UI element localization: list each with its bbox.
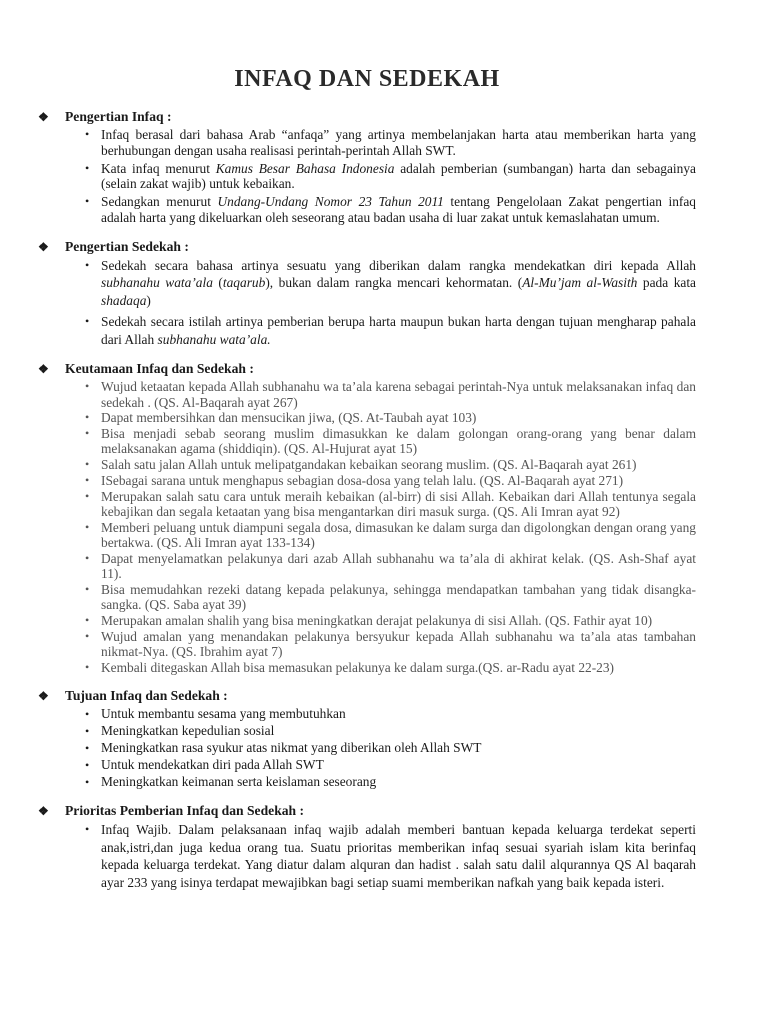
item-text: ), bukan dalam rangka mencari kehormatan. (: [265, 275, 523, 291]
bullet-list: [38, 127, 696, 226]
section-heading: [38, 109, 696, 125]
list-item: [101, 313, 696, 348]
item-text: (: [212, 275, 223, 291]
bullet-list: [38, 821, 696, 891]
section-heading: [38, 361, 696, 377]
diamond-bullet-icon: ❖: [38, 804, 49, 819]
section-prioritas: [38, 803, 696, 891]
list-item: • Dapat membersihkan dan mensucikan jiwa, (QS. At-Taubah ayat 103): [101, 410, 696, 425]
list-item: • Meningkatkan rasa syukur atas nikmat yang diberikan oleh Allah SWT: [101, 740, 696, 756]
bullet-list: [38, 257, 696, 349]
list-item: • Salah satu jalan Allah untuk melipatgandakan kebaikan seorang muslim. (QS. Al-Baqarah ayat 261): [101, 457, 696, 472]
section-heading-text: Pengertian Infaq :: [65, 109, 172, 124]
bullet-list: [38, 706, 696, 790]
list-item: [101, 194, 696, 226]
section-heading-text: Pengertian Sedekah :: [65, 238, 189, 254]
item-italic: taqarub: [222, 275, 266, 291]
list-item: [101, 127, 696, 159]
section-tujuan: [38, 688, 696, 790]
page-title: INFAQ DAN SEDEKAH: [234, 66, 500, 92]
item-italic: Al-Mu’jam al-Wasith: [522, 275, 638, 291]
section-heading-text: Tujuan Infaq dan Sedekah :: [65, 688, 228, 704]
list-item: • Dapat menyelamatkan pelakunya dari azab Allah subhanahu wa ta’ala di akhirat kelak. (QS. Ash-Shaf ayat 11).: [101, 551, 696, 582]
list-item: • Untuk mendekatkan diri pada Allah SWT: [101, 757, 696, 773]
section-heading-text: Prioritas Pemberian Infaq dan Sedekah :: [65, 803, 305, 819]
list-item: • Bisa memudahkan rezeki datang kepada pelakunya, sehingga mendapatkan tambahan yang tidak disangka-sangka. (QS. Saba ayat 39): [101, 582, 696, 613]
diamond-bullet-icon: ❖: [38, 239, 49, 254]
item-text: Infaq berasal dari bahasa Arab “anfaqa” yang artinya membelanjakan harta atau memberikan harta yang berhubungan dengan usaha realisasi perintah-perintah Allah SWT.: [101, 127, 696, 158]
diamond-bullet-icon: ❖: [38, 362, 49, 377]
item-italic: Kamus Besar Bahasa Indonesia: [215, 160, 395, 176]
diamond-bullet-icon: ❖: [38, 110, 49, 124]
list-item: • Merupakan amalan shalih yang bisa meningkatkan derajat pelakunya di sisi Allah. (QS. Fathir ayat 10): [101, 613, 696, 628]
list-item: • Infaq Wajib. Dalam pelaksanaan infaq wajib adalah memberi bantuan kepada keluarga terdekat seperti anak,istri,dan juga kedua orang tua. Suatu prioritas memberikan infaq sesuai syariah islam kita berinfaq kepada keluarga terdekat. Yang diatur dalam alquran dan hadist . salah satu dalil alqurannya QS Al baqarah ayar 233 yang isinya terdapat mewajibkan bagi setiap suami memberikan nafkah yang baik kepada isteri.: [101, 821, 696, 891]
list-item: • Meningkatkan kepedulian sosial: [101, 723, 696, 739]
list-item: • Meningkatkan keimanan serta keislaman seseorang: [101, 774, 696, 790]
list-item: [101, 161, 696, 193]
item-text: Sedangkan menurut: [101, 194, 218, 210]
section-pengertian-sedekah: [38, 239, 696, 349]
list-item: • Memberi peluang untuk diampuni segala dosa, dimasukan ke dalam surga dan digolongkan dengan orang yang bertakwa. (QS. Ali Imran ayat 133-134): [101, 520, 696, 551]
item-text: tentang Pengelolaan Zakat pengertian infaq adalah harta yang dikeluarkan oleh seseorang atau badan usaha di luar zakat untuk kemaslahatan umum.: [101, 194, 696, 225]
section-pengertian-infaq: [38, 109, 696, 226]
item-text: Kata infaq menurut: [101, 160, 216, 176]
item-text: adalah pemberian (sumbangan) harta dan sebagainya (selain zakat wajib) untuk kebaikan.: [101, 160, 696, 192]
list-item: • Wujud amalan yang menandakan pelakunya bersyukur kepada Allah subhanahu wa ta’ala atas tambahan nikmat-Nya. (QS. Ibrahim ayat 7): [101, 629, 696, 660]
diamond-bullet-icon: ❖: [38, 689, 49, 704]
item-text: Sedekah secara bahasa artinya sesuatu yang diberikan dalam rangka mendekatkan diri kepada Allah: [101, 257, 696, 273]
item-text: Sedekah secara istilah artinya pemberian berupa harta maupun bukan harta dengan tujuan mengharap pahala dari Allah: [101, 314, 696, 347]
section-heading: [38, 239, 696, 255]
list-item: [101, 257, 696, 310]
item-italic: subhanahu wata’ala: [101, 275, 213, 291]
item-text: ): [146, 292, 151, 308]
list-item: • ISebagai sarana untuk menghapus sebagian dosa-dosa yang telah lalu. (QS. Al-Baqarah ayat 271): [101, 473, 696, 488]
bullet-list: [38, 379, 696, 675]
list-item: • Kembali ditegaskan Allah bisa memasukan pelakunya ke dalam surga.(QS. ar-Radu ayat 22-23): [101, 660, 696, 675]
item-italic: Undang-Undang Nomor 23 Tahun 2011: [217, 194, 444, 210]
section-heading: [38, 803, 696, 819]
section-keutamaan: [38, 361, 696, 675]
item-italic: subhanahu wata’ala.: [157, 331, 271, 347]
list-item: • Wujud ketaatan kepada Allah subhanahu wa ta’ala karena sebagai perintah-Nya untuk melaksanakan infaq dan sedekah . (QS. Al-Baqarah ayat 267): [101, 379, 696, 410]
section-heading: [38, 688, 696, 704]
section-heading-text: Keutamaan Infaq dan Sedekah :: [65, 361, 254, 377]
list-item: • Untuk membantu sesama yang membutuhkan: [101, 706, 696, 722]
item-italic: shadaqa: [101, 292, 147, 308]
item-text: pada kata: [637, 275, 696, 291]
list-item: • Bisa menjadi sebab seorang muslim dimasukkan ke dalam golongan orang-orang yang benar dalam melaksanakan agama (shiddiqin). (QS. Al-Hujurat ayat 15): [101, 426, 696, 457]
list-item: • Merupakan salah satu cara untuk meraih kebaikan (al-birr) di sisi Allah. Kebaikan dari Allah tentunya segala kebajikan dan segala ketaatan yang bisa mengantarkan diri masuk surga. (QS. Ali Imran ayat 92): [101, 489, 696, 520]
